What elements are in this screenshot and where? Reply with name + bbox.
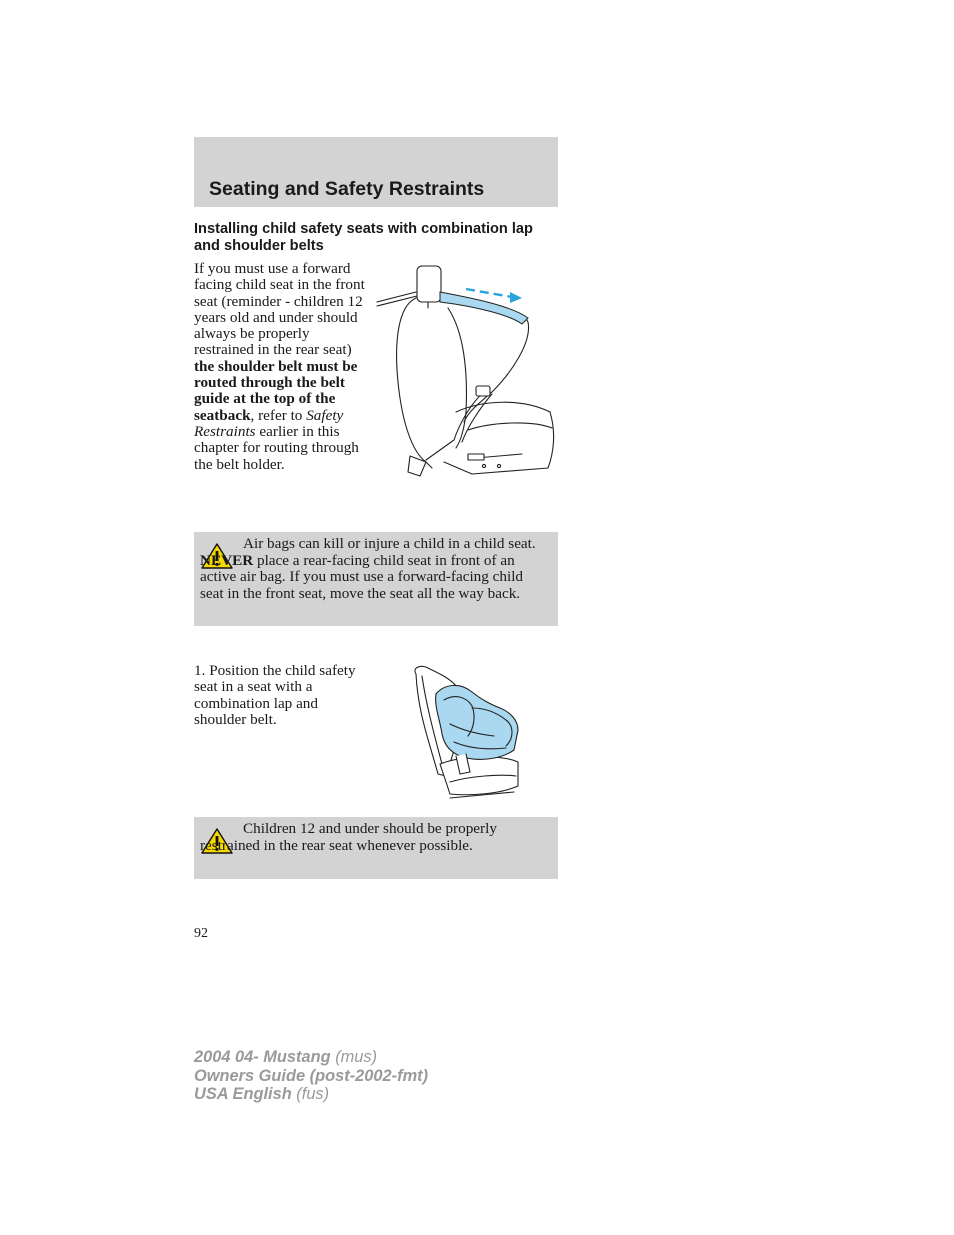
- footer-line-3: [194, 1085, 428, 1104]
- footer-doc-info: [194, 1048, 428, 1104]
- page-title: Seating and Safety Restraints: [209, 178, 485, 200]
- footer-model-code: (mus): [330, 1048, 378, 1066]
- child-seat-illustration: [410, 664, 522, 800]
- footer-line-2: [194, 1067, 428, 1086]
- footer-model: 2004 04- Mustang: [194, 1048, 331, 1066]
- page-number: 92: [194, 926, 208, 941]
- section-heading: Installing child safety seats with combination lap and shoulder belts: [194, 221, 533, 254]
- seat-belt-guide-illustration: [372, 262, 558, 480]
- footer-guide: Owners Guide (post-2002-fmt): [194, 1066, 429, 1085]
- para1-text-2: , refer to: [250, 406, 307, 424]
- warning1-bold: NEVER: [200, 551, 254, 569]
- warning-box-rear-seat: [194, 817, 558, 879]
- step-1-text: 1. Position the child safety seat in a seat with a combination lap and shoulder belt.: [194, 662, 356, 728]
- para1-text-1: If you must use a forward facing child seat in the front seat (reminder - children 12 years old and under should always be properly restrained in the rear seat): [194, 260, 365, 359]
- para1-italic: Safety Restraints: [194, 406, 344, 440]
- paragraph-front-seat: [194, 261, 369, 473]
- footer-language-code: (fus): [291, 1085, 330, 1104]
- footer-line-1: [194, 1048, 428, 1067]
- warning1-text-1: Air bags can kill or injure a child in a child seat.: [243, 535, 536, 552]
- warning2-text: Children 12 and under should be properly restrained in the rear seat whenever possible.: [200, 820, 497, 854]
- para1-text-3: earlier in this chapter for routing through the belt holder.: [194, 422, 359, 473]
- header-band: [194, 137, 558, 207]
- footer-language: USA English: [194, 1085, 292, 1104]
- para1-bold: the shoulder belt must be routed through the belt guide at the top of the seatback: [194, 357, 358, 424]
- warning1-text-2: place a rear-facing child seat in front of an active air bag. If you must use a forward-facing child seat in the front seat, move the seat all the way back.: [200, 551, 524, 602]
- warning-box-airbag: [194, 532, 558, 626]
